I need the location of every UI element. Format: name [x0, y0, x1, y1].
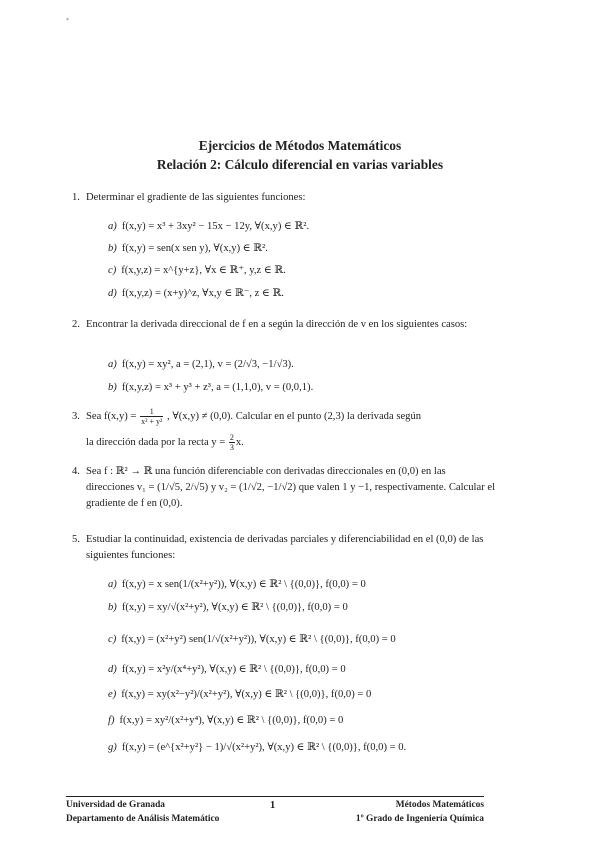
- problem-2: [72, 317, 496, 333]
- item-label: a): [108, 359, 117, 370]
- item-expression: f(x,y) = xy²/(x²+y⁴), ∀(x,y) ∈ ℝ² \ {(0,0)}, f(0,0) = 0: [119, 715, 344, 726]
- item-label: d): [108, 664, 117, 675]
- footer-degree: 1º Grado de Ingeniería Química: [355, 814, 484, 824]
- item-expression: f(x,y) = sen(x sen y), ∀(x,y) ∈ ℝ².: [121, 243, 268, 254]
- problem-2-item-b: [108, 382, 313, 393]
- item-expression: f(x,y) = x sen(1/(x²+y²)), ∀(x,y) ∈ ℝ² \ {(0,0)}, f(0,0) = 0: [121, 579, 366, 590]
- item-label: g): [108, 742, 117, 753]
- problem-5-item-d: [108, 663, 346, 675]
- problem-text: Estudiar la continuidad, existencia de derivadas parciales y diferenciabilidad en el (0,0) de las siguientes funciones:: [86, 534, 484, 561]
- corner-mark: *: [66, 18, 69, 24]
- item-label: d): [108, 288, 117, 299]
- page-number: 1: [270, 800, 276, 811]
- fraction-denominator: 3: [229, 443, 234, 453]
- problem-text: Sea f : ℝ² → ℝ una función diferenciable con derivadas direccionales en (0,0) en las direcciones v₁ = (1/√5, 2/√5) y v₂ = (1/√2, −1/√2) que valen 1 y −1, respectivamente. Calcular el gradiente de f en (0,0).: [86, 466, 496, 509]
- problem-1-item-c: [108, 264, 286, 276]
- item-expression: f(x,y) = (x²+y²) sen(1/√(x²+y²)), ∀(x,y) ∈ ℝ² \ {(0,0)}, f(0,0) = 0: [121, 634, 396, 645]
- item-expression: f(x,y) = (e^{x²+y²} − 1)/√(x²+y²), ∀(x,y) ∈ ℝ² \ {(0,0)}, f(0,0) = 0.: [121, 742, 407, 753]
- problem-number: 4.: [72, 466, 80, 477]
- problem-1-item-d: [108, 287, 284, 299]
- problem-1: [72, 190, 496, 206]
- item-label: b): [108, 602, 117, 613]
- problem-5-item-f: [108, 714, 343, 726]
- item-expression: f(x,y) = xy(x²−y²)/(x²+y²), ∀(x,y) ∈ ℝ² \ {(0,0)}, f(0,0) = 0: [121, 689, 372, 700]
- fraction-denominator: x² + y²: [141, 417, 163, 427]
- problem-5-item-c: [108, 633, 396, 645]
- problem-number: 2.: [72, 319, 80, 330]
- item-expression: f(x,y) = xy², a = (2,1), v = (2/√3, −1/√3).: [121, 359, 294, 370]
- problem-1-item-b: [108, 242, 268, 254]
- problem-5-item-g: [108, 741, 406, 753]
- fraction: [140, 407, 163, 426]
- item-expression: f(x,y) = xy/√(x²+y²), ∀(x,y) ∈ ℝ² \ {(0,0)}, f(0,0) = 0: [121, 602, 348, 613]
- item-expression: f(x,y) = x²y/(x⁴+y²), ∀(x,y) ∈ ℝ² \ {(0,0)}, f(0,0) = 0: [121, 664, 346, 675]
- item-label: a): [108, 579, 117, 590]
- problem-text-part-3: la dirección dada por la recta y =: [86, 437, 226, 448]
- footer-department: Departamento de Análisis Matemático: [66, 814, 220, 824]
- fraction-numerator: 2: [229, 433, 234, 443]
- item-label: a): [108, 221, 117, 232]
- problem-5: [72, 532, 496, 563]
- footer-university: Universidad de Granada: [66, 800, 165, 810]
- problem-text-part-2: , ∀(x,y) ≠ (0,0). Calcular en el punto (2,3) la derivada según: [167, 411, 422, 422]
- problem-text-part-1: Sea f(x,y) =: [86, 411, 137, 422]
- problem-2-item-a: [108, 359, 294, 370]
- problem-5-item-e: [108, 688, 371, 700]
- problem-1-item-a: [108, 220, 309, 232]
- fraction: [229, 433, 235, 452]
- problem-number: 5.: [72, 534, 80, 545]
- item-label: c): [108, 634, 117, 645]
- footer-course: Métodos Matemáticos: [395, 800, 484, 810]
- problem-3: [72, 404, 496, 456]
- item-label: b): [108, 243, 117, 254]
- title-block: [0, 136, 600, 174]
- problem-text: Determinar el gradiente de las siguientes funciones:: [86, 192, 306, 203]
- item-label: f): [108, 715, 115, 726]
- document-title: Ejercicios de Métodos Matemáticos: [198, 138, 402, 153]
- problem-number: 3.: [72, 411, 80, 422]
- item-label: c): [108, 265, 117, 276]
- item-label: b): [108, 382, 117, 393]
- item-expression: f(x,y,z) = x³ + y³ + z³, a = (1,1,0), v = (0,0,1).: [121, 382, 314, 393]
- problem-5-item-b: [108, 601, 348, 613]
- problem-number: 1.: [72, 192, 80, 203]
- problem-text-part-4: x.: [235, 437, 244, 448]
- problem-5-item-a: [108, 578, 366, 590]
- item-expression: f(x,y,z) = x^{y+z}, ∀x ∈ ℝ⁺, y,z ∈ ℝ.: [121, 265, 286, 276]
- item-label: e): [108, 689, 117, 700]
- item-expression: f(x,y,z) = (x+y)^z, ∀x,y ∈ ℝ⁻, z ∈ ℝ.: [121, 288, 284, 299]
- document-subtitle: Relación 2: Cálculo diferencial en varias variables: [156, 157, 444, 172]
- problem-4: [72, 464, 496, 512]
- item-expression: f(x,y) = x³ + 3xy² − 15x − 12y, ∀(x,y) ∈ ℝ².: [121, 221, 310, 232]
- problem-text: Encontrar la derivada direccional de f en a según la dirección de v en los siguientes casos:: [86, 319, 468, 330]
- footer-divider: [66, 796, 484, 797]
- fraction-numerator: 1: [140, 407, 163, 417]
